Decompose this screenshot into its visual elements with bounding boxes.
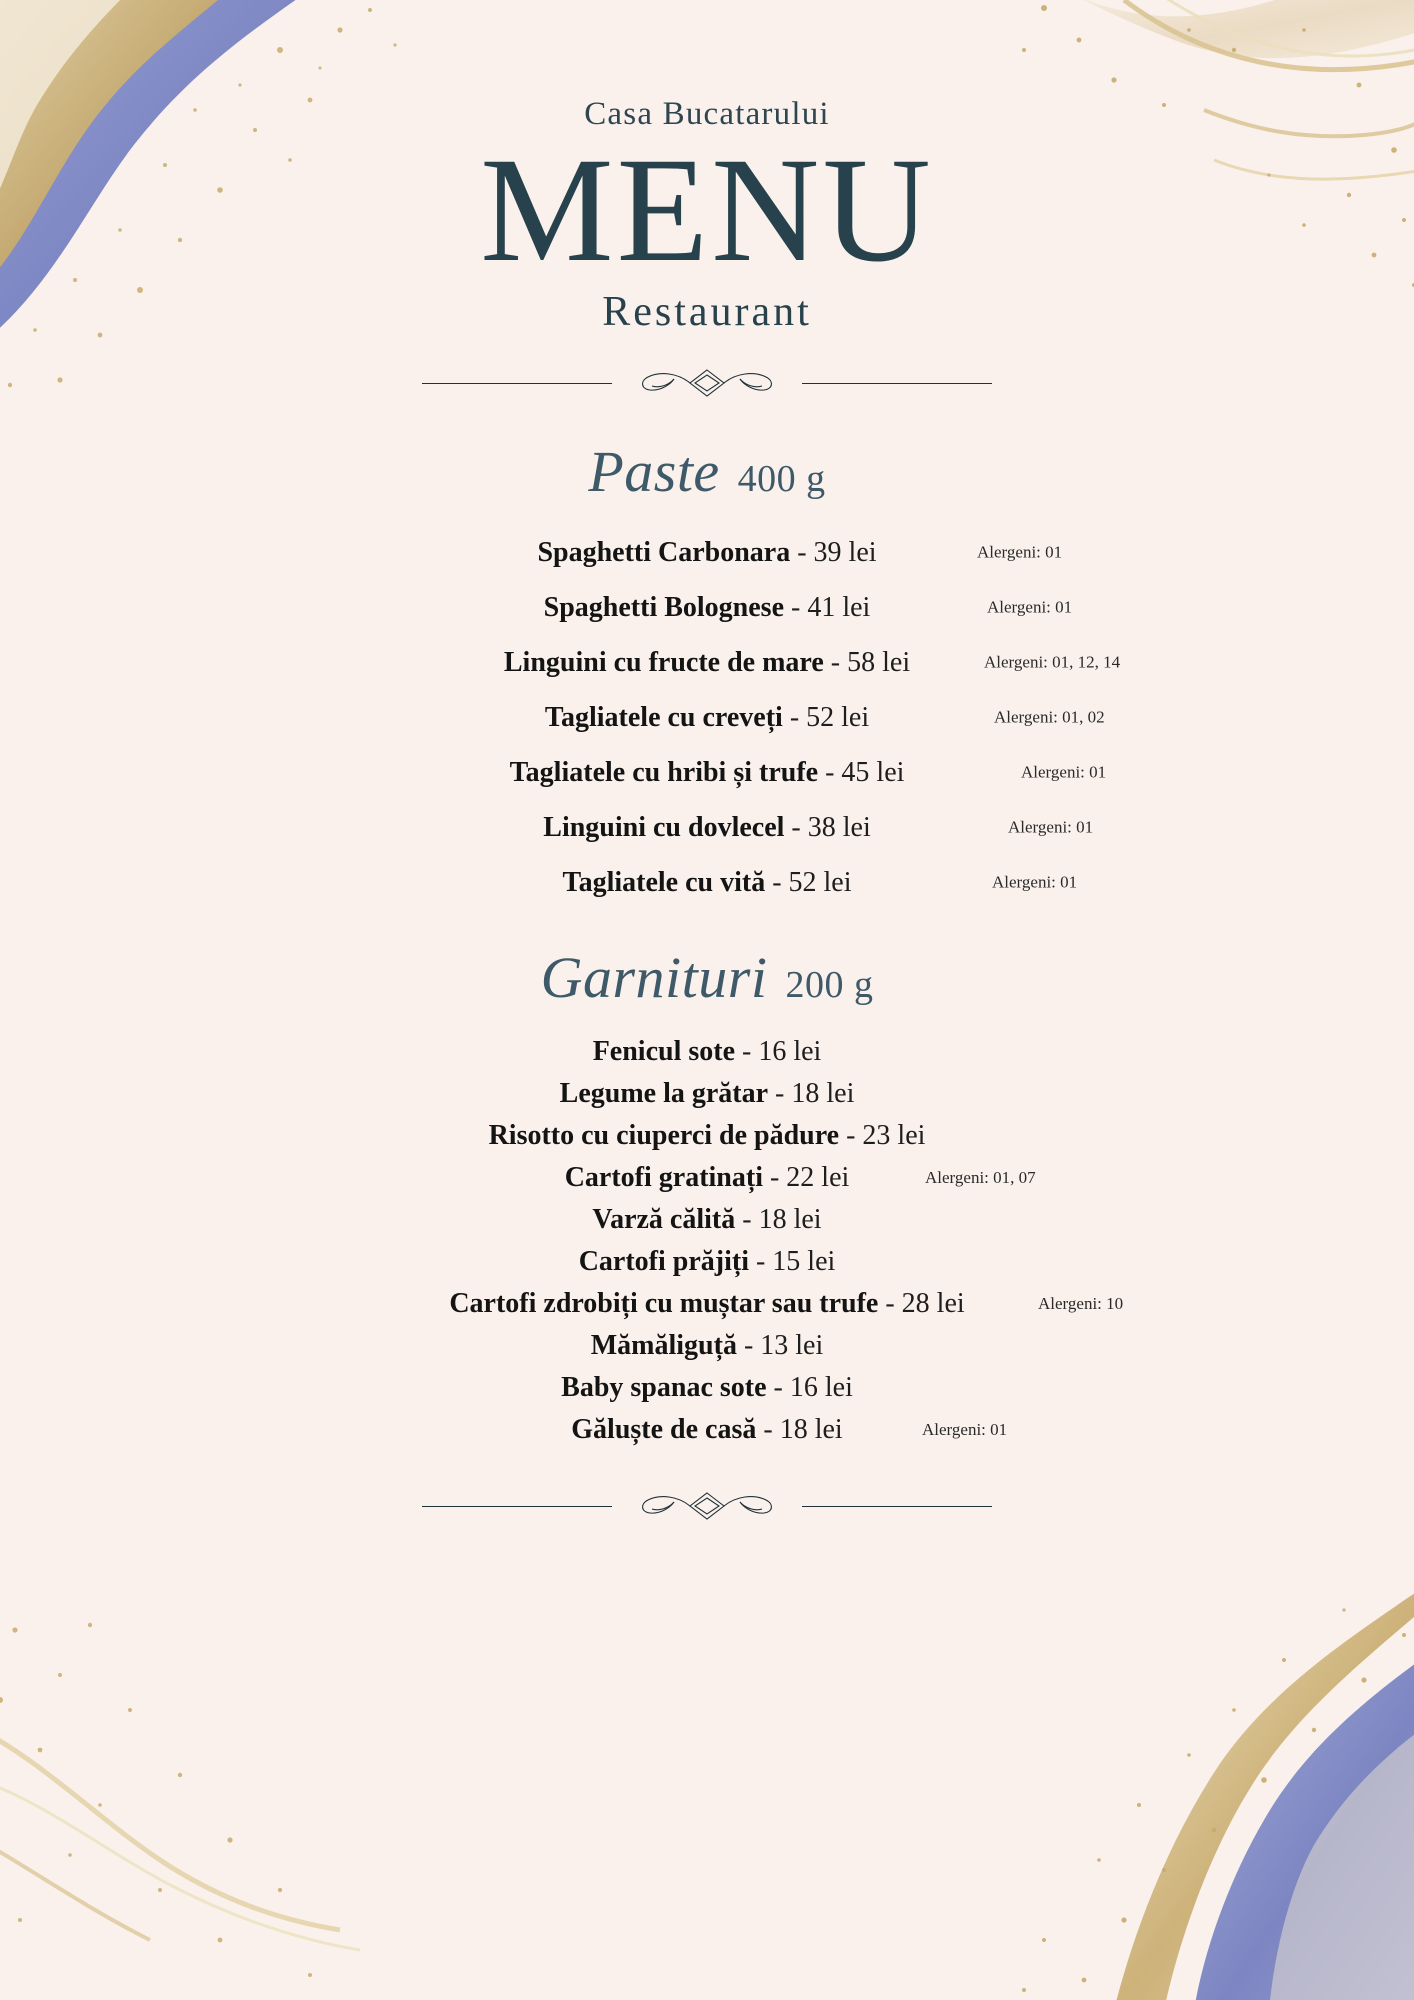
divider-ornament-icon	[612, 1485, 802, 1532]
divider-line-left	[422, 1506, 612, 1507]
menu-item-name: Spaghetti Bolognese	[543, 591, 785, 623]
menu-item-main	[543, 800, 870, 855]
section-garnituri-title: Garnituri	[540, 944, 768, 1010]
menu-item-main	[562, 855, 851, 910]
section-paste-heading	[0, 438, 1414, 505]
ornament-divider-top	[422, 362, 992, 404]
menu-header	[0, 0, 1414, 404]
menu-item-price: - 41 lei	[791, 591, 871, 623]
menu-item-main	[571, 1409, 842, 1451]
decorative-corner-bottom-left	[0, 1590, 380, 2000]
section-garnituri-heading	[0, 944, 1414, 1011]
divider-line-right	[802, 1506, 992, 1507]
menu-item-allergens: Alergeni: 01	[922, 1419, 1008, 1439]
menu-item-allergens: Alergeni: 01	[1008, 817, 1094, 837]
menu-item	[187, 690, 1227, 745]
section-garnituri	[0, 944, 1414, 1451]
menu-item-name: Tagliatele cu hribi și trufe	[509, 756, 819, 788]
menu-item-main	[591, 1325, 824, 1367]
menu-item-name: Baby spanac sote	[561, 1371, 767, 1403]
menu-item-main	[510, 745, 905, 800]
menu-item-price: - 45 lei	[825, 756, 905, 788]
menu-item-main	[504, 635, 910, 690]
menu-item-name: Varză călită	[592, 1203, 736, 1235]
menu-item-allergens: Alergeni: 01, 02	[994, 707, 1105, 727]
menu-item-price: - 23 lei	[846, 1119, 926, 1151]
menu-item-name: Cartofi zdrobiți cu muștar sau trufe	[449, 1287, 879, 1319]
decorative-corner-bottom-right	[964, 1540, 1414, 2000]
menu-item	[187, 1241, 1227, 1283]
section-paste-title: Paste	[588, 438, 720, 504]
menu-item-price: - 18 lei	[763, 1413, 843, 1445]
menu-item	[187, 855, 1227, 910]
menu-item-allergens: Alergeni: 10	[1038, 1293, 1124, 1313]
menu-item-main	[545, 690, 869, 745]
divider-ornament-icon	[612, 362, 802, 409]
restaurant-brand: Casa Bucatarului	[584, 96, 830, 132]
menu-item-price: - 28 lei	[885, 1287, 965, 1319]
menu-item-name: Fenicul sote	[592, 1035, 735, 1067]
menu-item-price: - 39 lei	[797, 536, 877, 568]
menu-item-name: Linguini cu dovlecel	[543, 811, 785, 843]
menu-item-main	[489, 1115, 926, 1157]
menu-item-name: Tagliatele cu creveți	[544, 701, 783, 733]
menu-item-price: - 16 lei	[773, 1371, 853, 1403]
menu-item-name: Mămăliguță	[590, 1329, 737, 1361]
menu-item-price: - 18 lei	[742, 1203, 822, 1235]
menu-item-main	[579, 1241, 836, 1283]
menu-item-price: - 16 lei	[742, 1035, 822, 1067]
menu-item-allergens: Alergeni: 01	[987, 597, 1073, 617]
menu-item-main	[592, 1199, 821, 1241]
menu-item-main	[449, 1283, 964, 1325]
menu-item	[187, 1367, 1227, 1409]
divider-line-left	[422, 383, 612, 384]
menu-item-name: Găluște de casă	[571, 1413, 757, 1445]
menu-item-price: - 52 lei	[789, 701, 870, 733]
page-subtitle: Restaurant	[602, 288, 812, 335]
menu-item	[187, 580, 1227, 635]
menu-item	[187, 525, 1227, 580]
menu-item-name: Spaghetti Carbonara	[537, 536, 791, 568]
menu-item-name: Cartofi prăjiți	[578, 1245, 749, 1277]
menu-item-allergens: Alergeni: 01	[1021, 762, 1107, 782]
menu-item-name: Linguini cu fructe de mare	[503, 646, 824, 678]
menu-item	[187, 1409, 1227, 1451]
menu-item-price: - 38 lei	[791, 811, 871, 843]
menu-item	[187, 1283, 1227, 1325]
ornament-divider-bottom	[422, 1485, 992, 1527]
menu-item-price: - 52 lei	[772, 866, 852, 898]
menu-item	[187, 1115, 1227, 1157]
section-paste-items	[0, 525, 1414, 910]
section-garnituri-weight: 200 g	[785, 963, 874, 1006]
menu-item-main	[560, 1073, 855, 1115]
menu-item	[187, 745, 1227, 800]
menu-item-price: - 13 lei	[743, 1329, 824, 1361]
menu-item	[187, 1157, 1227, 1199]
page-title: MENU	[480, 127, 934, 293]
menu-item-allergens: Alergeni: 01	[977, 542, 1063, 562]
menu-item-name: Legume la grătar	[559, 1077, 769, 1109]
divider-line-right	[802, 383, 992, 384]
menu-item-name: Tagliatele cu vită	[562, 866, 766, 898]
menu-item	[187, 1073, 1227, 1115]
menu-item-main	[544, 580, 871, 635]
menu-item	[187, 800, 1227, 855]
menu-item-main	[537, 525, 876, 580]
menu-item-main	[593, 1031, 822, 1073]
menu-item-name: Risotto cu ciuperci de pădure	[488, 1119, 840, 1151]
menu-item-allergens: Alergeni: 01, 12, 14	[984, 652, 1121, 672]
menu-item	[187, 1199, 1227, 1241]
menu-item-allergens: Alergeni: 01	[992, 872, 1078, 892]
menu-item	[187, 1031, 1227, 1073]
menu-item-name: Cartofi gratinați	[564, 1161, 763, 1193]
section-paste	[0, 438, 1414, 910]
section-garnituri-items	[0, 1031, 1414, 1451]
menu-item	[187, 1325, 1227, 1367]
menu-item-price: - 58 lei	[830, 646, 911, 678]
menu-item-main	[561, 1367, 853, 1409]
menu-item-main	[565, 1157, 850, 1199]
menu-item-price: - 15 lei	[755, 1245, 836, 1277]
menu-item-allergens: Alergeni: 01, 07	[925, 1167, 1036, 1187]
menu-item-price: - 18 lei	[775, 1077, 855, 1109]
menu-item	[187, 635, 1227, 690]
section-paste-weight: 400 g	[737, 457, 826, 500]
menu-item-price: - 22 lei	[769, 1161, 850, 1193]
